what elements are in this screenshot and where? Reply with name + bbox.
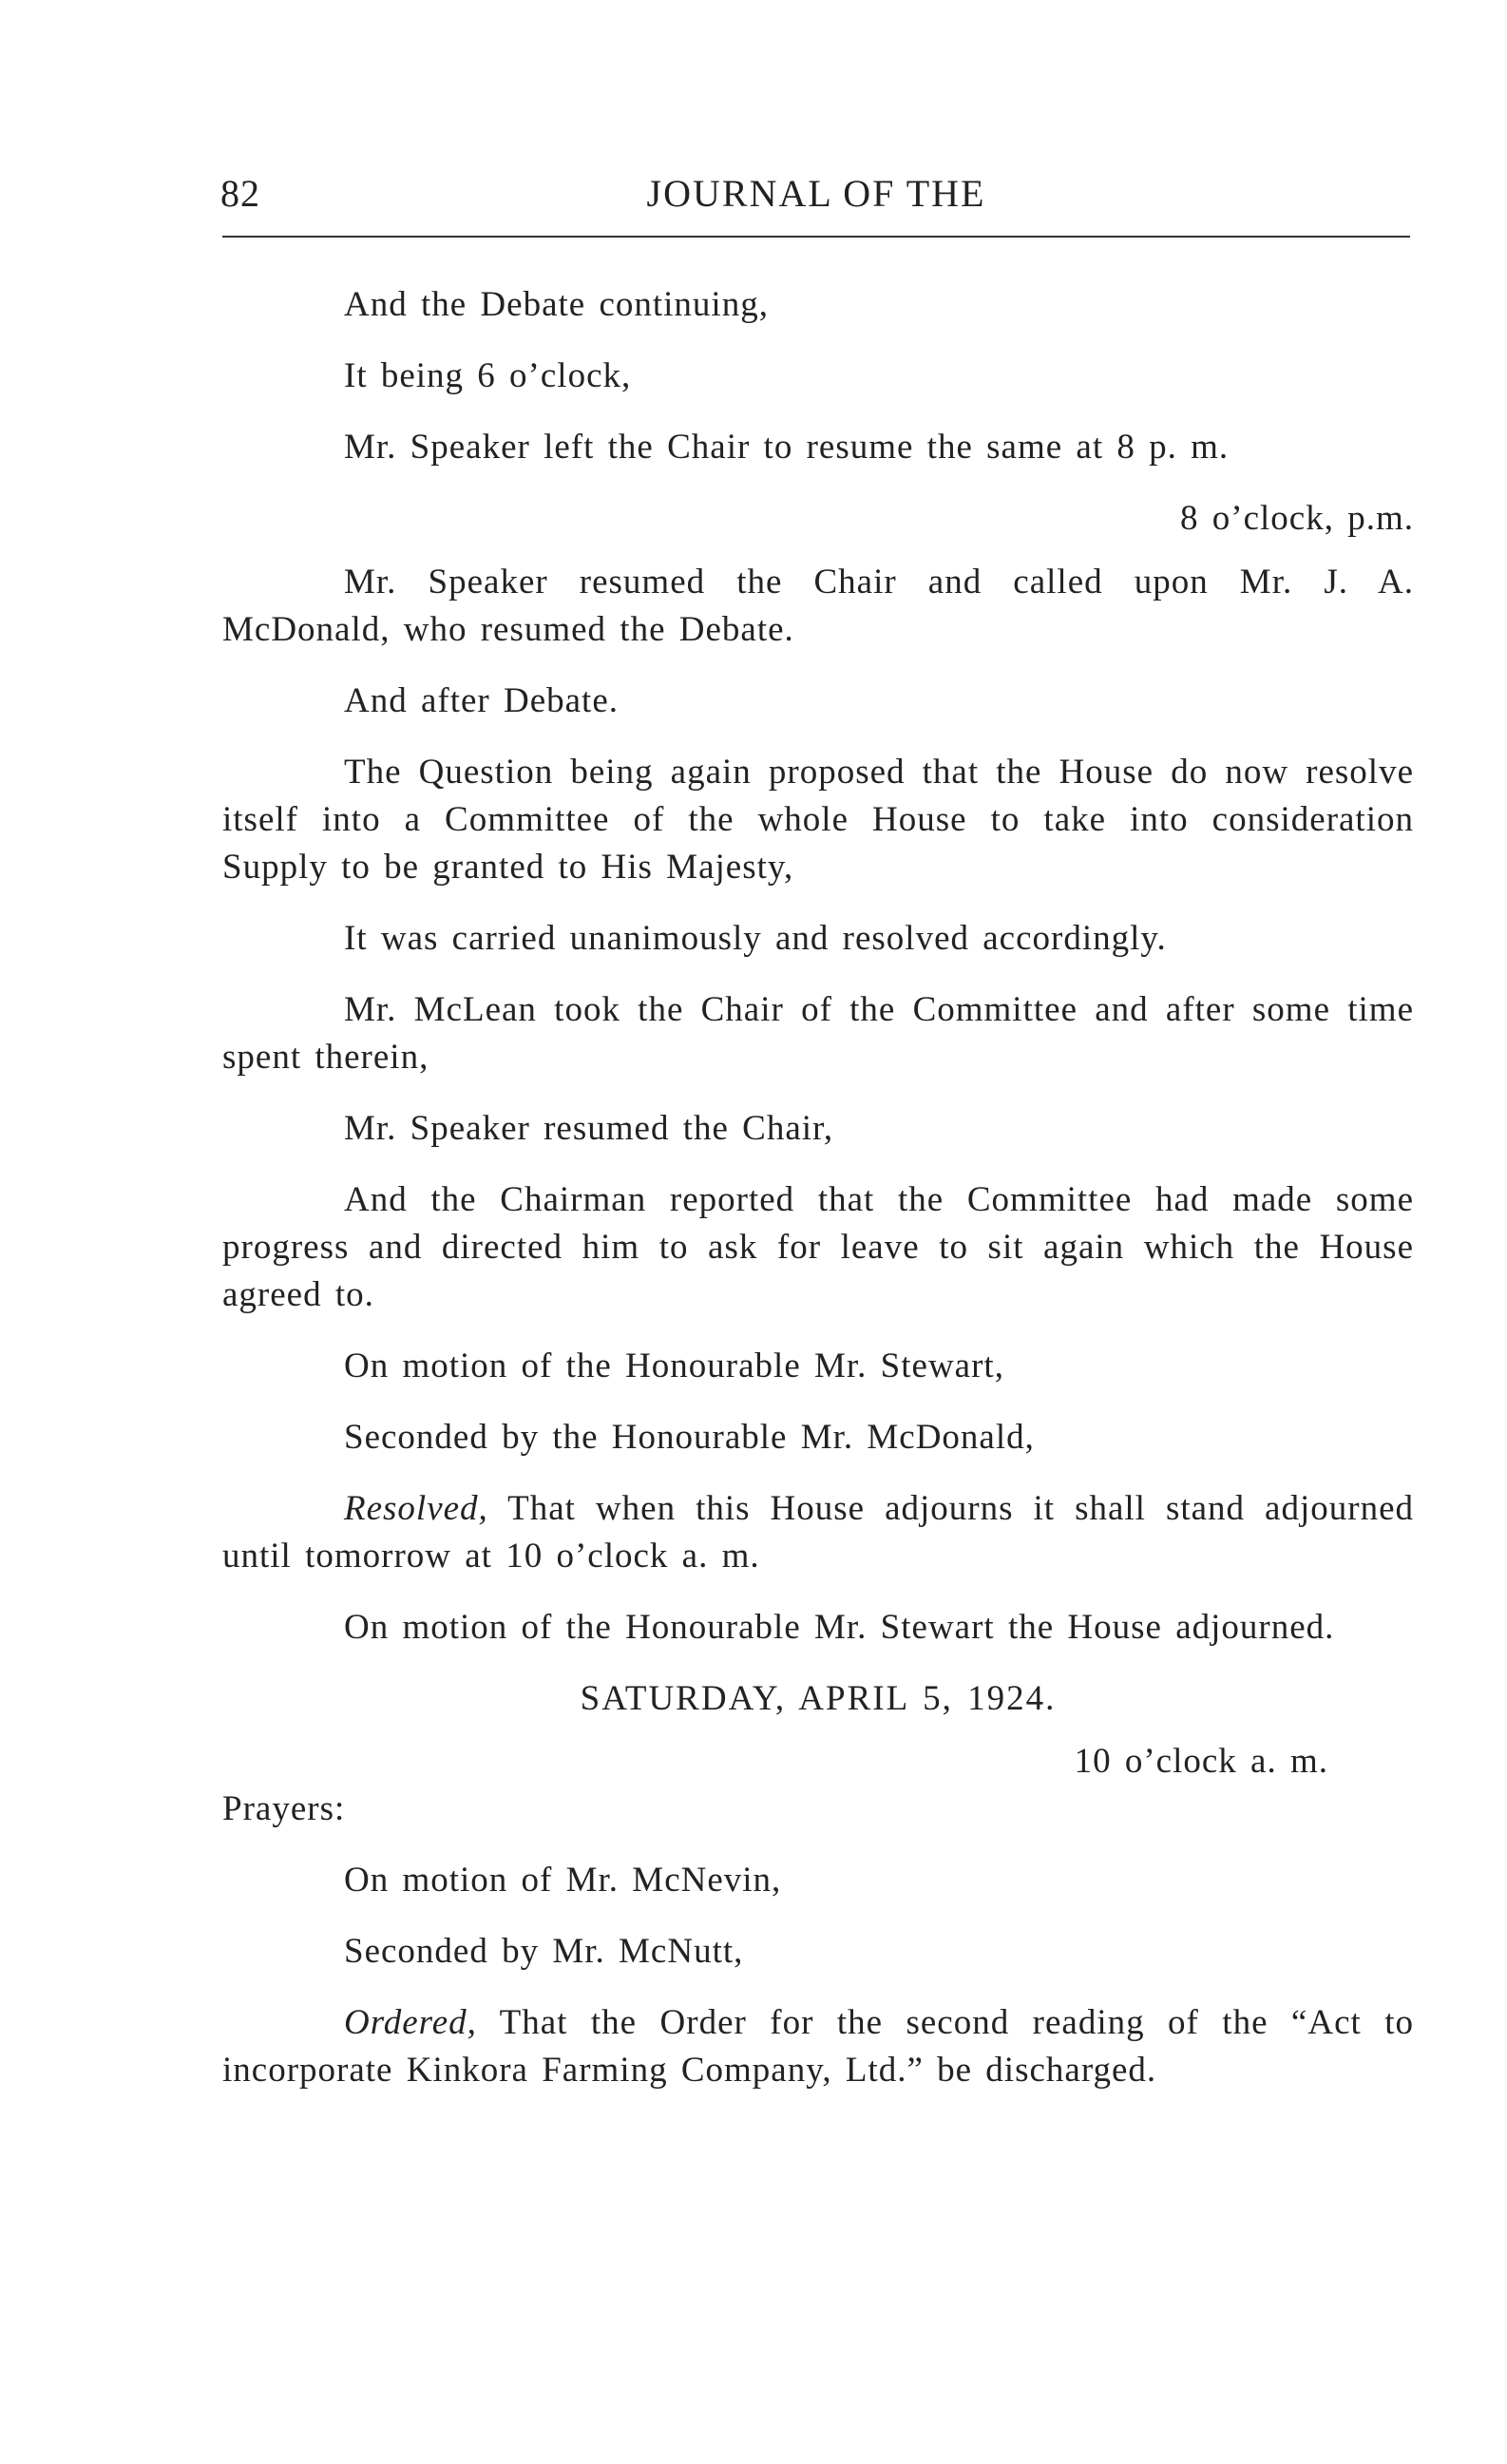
- date-heading: SATURDAY, APRIL 5, 1924.: [580, 1679, 1057, 1718]
- header-rule: [222, 236, 1410, 238]
- time-marker-morning: 10 o’clock a. m.: [1074, 1742, 1328, 1781]
- paragraph-speaker-left: Mr. Speaker left the Chair to resume the same at 8 p. m.: [344, 428, 1230, 467]
- page-number: 82: [220, 172, 260, 215]
- paragraph-speaker-resumed: Mr. Speaker resumed the Chair,: [344, 1109, 834, 1148]
- paragraph-motion-stewart: On motion of the Honourable Mr. Stewart,: [344, 1347, 1004, 1385]
- paragraph-motion-mcnevin: On motion of Mr. McNevin,: [344, 1861, 782, 1900]
- paragraph-question-proposed: The Question being again proposed that the House do now resolve itself into a Committee of the whole House to take into consideration Supply to be granted to His Majesty,: [222, 753, 1414, 887]
- running-head: JOURNAL OF THE: [646, 172, 986, 215]
- ordered-text: That the Order for the second reading of the “Act to incorporate Kinkora Farming Company, Ltd.” be discharged.: [222, 2003, 1414, 2090]
- paragraph-speaker-resumed-mcdonald: Mr. Speaker resumed the Chair and called upon Mr. J. A. McDonald, who resumed the Debate.: [222, 563, 1414, 649]
- paragraph-after-debate: And after Debate.: [344, 681, 620, 720]
- paragraph-six-oclock: It being 6 o’clock,: [344, 356, 632, 395]
- paragraph-debate-continuing: And the Debate continuing,: [344, 285, 769, 324]
- prayers-label: Prayers:: [222, 1789, 346, 1828]
- resolved-text: That when this House adjourns it shall stand adjourned until tomorrow at 10 o’clock a. m.: [222, 1489, 1414, 1576]
- paragraph-seconded-mcnutt: Seconded by Mr. McNutt,: [344, 1932, 744, 1971]
- paragraph-chairman-reported: And the Chairman reported that the Committee had made some progress and directed him to ask for leave to sit again which the House agreed to.: [222, 1180, 1414, 1314]
- page-header: [220, 171, 1412, 228]
- paragraph-seconded-mcdonald: Seconded by the Honourable Mr. McDonald,: [344, 1418, 1035, 1457]
- paragraph-ordered: [222, 1999, 1414, 2094]
- paragraph-carried-unanimously: It was carried unanimously and resolved accordingly.: [344, 919, 1167, 958]
- ordered-lead: Ordered,: [344, 2003, 477, 2042]
- time-marker-evening: 8 o’clock, p.m.: [1180, 499, 1414, 538]
- paragraph-mclean-chair: Mr. McLean took the Chair of the Committee and after some time spent therein,: [222, 990, 1414, 1077]
- resolved-lead: Resolved,: [344, 1489, 488, 1528]
- journal-body: [222, 281, 1414, 2118]
- paragraph-house-adjourned: On motion of the Honourable Mr. Stewart the House adjourned.: [344, 1608, 1335, 1647]
- paragraph-resolved: [222, 1485, 1414, 1580]
